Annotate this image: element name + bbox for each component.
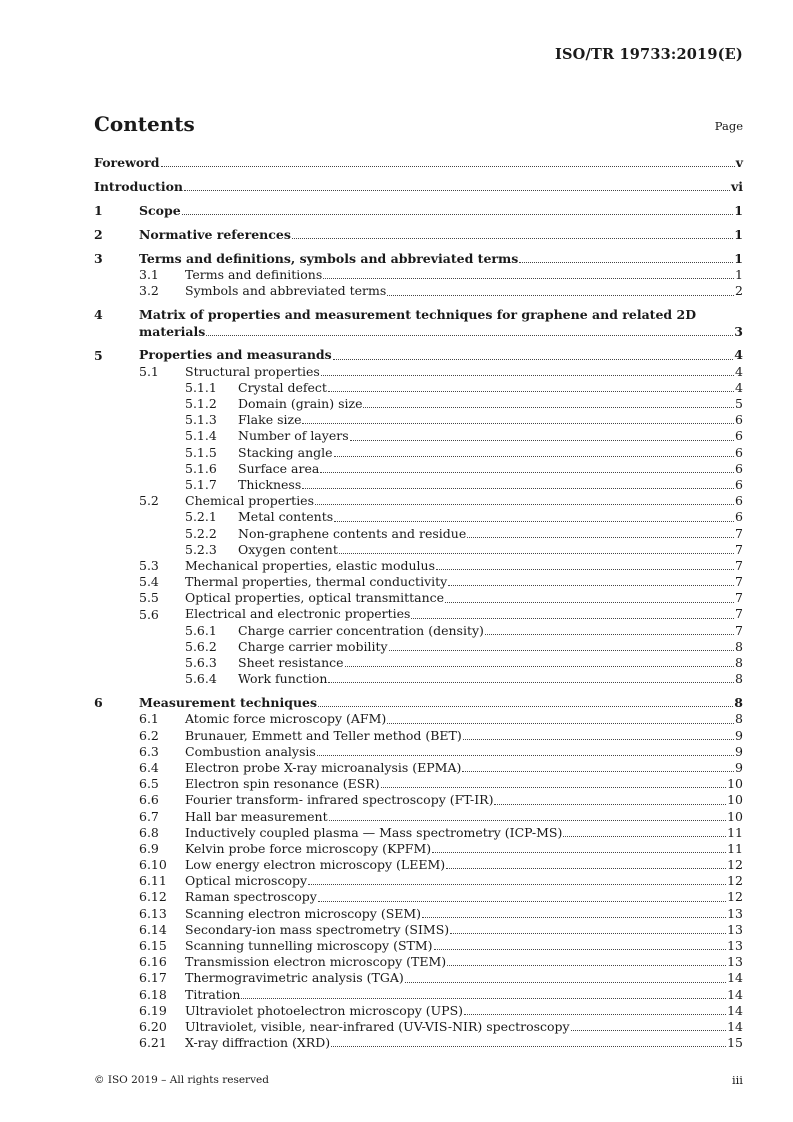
toc-entry-title: Thermogravimetric analysis (TGA) [185, 970, 404, 986]
dot-leader [315, 504, 734, 505]
toc-entry[interactable] [94, 493, 743, 509]
toc-entry-title: Electron probe X-ray microanalysis (EPMA) [185, 759, 462, 775]
toc-entry-page: 6 [735, 509, 743, 525]
toc-entry-number: 2 [94, 226, 103, 242]
toc-entry[interactable] [94, 1035, 743, 1051]
toc-entry-number: 5.1.7 [185, 477, 217, 492]
toc-entry-number: 5.1.5 [185, 444, 217, 460]
dot-leader [329, 820, 727, 821]
dot-leader [328, 682, 734, 683]
toc-entry-page: 14 [727, 986, 743, 1002]
toc-entry-number: 5.6.1 [185, 622, 217, 638]
contents-heading: Contents [94, 112, 195, 136]
dot-leader [318, 706, 733, 707]
dot-leader [323, 278, 734, 279]
dot-leader [563, 836, 726, 837]
toc-entry[interactable] [94, 509, 743, 525]
toc-entry-page: 4 [735, 363, 743, 379]
dot-leader [462, 771, 734, 772]
toc-entry-page: 6 [735, 412, 743, 428]
toc-entry-title: Raman spectroscopy [185, 889, 317, 905]
toc-entry-title: Hall bar measurement [185, 808, 328, 824]
toc-entry-page: 6 [735, 444, 743, 460]
toc-entry-title: Secondary-ion mass spectrometry (SIMS) [185, 921, 450, 937]
toc-entry-number: 4 [94, 307, 103, 323]
toc-entry-page: 6 [735, 476, 743, 492]
toc-entry[interactable] [94, 267, 743, 283]
dot-leader [387, 723, 734, 724]
dot-leader [434, 949, 727, 950]
toc-entry-page: 14 [727, 1018, 743, 1034]
toc-entry-number: 5.1.2 [185, 396, 217, 412]
toc-entry[interactable] [94, 639, 743, 655]
dot-leader [182, 214, 734, 215]
toc-entry-title: Electron spin resonance (ESR) [185, 776, 380, 792]
toc-entry[interactable] [94, 396, 743, 412]
toc-entry[interactable] [94, 574, 743, 590]
toc-entry[interactable] [94, 922, 743, 938]
toc-entry-title: Thermal properties, thermal conductivity [185, 574, 448, 590]
toc-entry-page: v [735, 154, 743, 170]
toc-entry[interactable] [94, 776, 743, 792]
toc-entry-title: Combustion analysis [185, 743, 316, 759]
dot-leader [321, 375, 734, 376]
toc-entry-page: 3 [734, 323, 743, 339]
toc-entry-title: Atomic force microscopy (AFM) [185, 711, 387, 727]
footer-copyright: © ISO 2019 – All rights reserved [94, 1074, 269, 1086]
toc-entry-title: Symbols and abbreviated terms [185, 283, 387, 299]
toc-entry-page: 14 [727, 1002, 743, 1018]
toc-entry-number: 5.1.6 [185, 460, 217, 476]
dot-leader [387, 295, 734, 296]
toc-entry[interactable] [94, 179, 743, 195]
footer-page-number: iii [731, 1073, 743, 1087]
toc-entry-page: 8 [735, 638, 743, 654]
toc-entry[interactable] [94, 203, 743, 219]
toc-entry[interactable] [94, 380, 743, 396]
toc-entry-title: Optical properties, optical transmittance [185, 590, 445, 606]
toc-entry[interactable] [94, 283, 743, 299]
dot-leader [467, 537, 734, 538]
toc-entry-title: Mechanical properties, elastic modulus [185, 557, 435, 573]
toc-entry-title: Thickness [238, 476, 302, 492]
toc-entry-number: 5.2.1 [185, 509, 217, 525]
toc-entry-number: 6.11 [139, 873, 167, 889]
toc-entry[interactable] [94, 792, 743, 808]
toc-entry[interactable] [94, 526, 743, 542]
dot-leader [445, 602, 734, 603]
dot-leader [448, 585, 734, 586]
toc-entry[interactable] [94, 1019, 743, 1035]
toc-entry[interactable] [94, 590, 743, 606]
toc-entry-title: Kelvin probe force microscopy (KPFM) [185, 840, 432, 856]
toc-entry[interactable] [94, 954, 743, 970]
table-of-contents [94, 155, 743, 1051]
dot-leader [436, 569, 734, 570]
dot-leader [333, 359, 734, 360]
toc-entry-title: Foreword [94, 154, 160, 170]
toc-entry[interactable] [94, 348, 743, 364]
toc-entry-page: 10 [727, 808, 743, 824]
toc-entry[interactable] [94, 445, 743, 461]
dot-leader [302, 423, 734, 424]
toc-entry-page: 7 [735, 525, 743, 541]
toc-entry[interactable] [94, 364, 743, 380]
toc-entry-number: 6.2 [139, 727, 159, 743]
toc-entry-number: 6.12 [139, 889, 167, 905]
toc-entry-number: 6.1 [139, 711, 159, 727]
toc-entry-title: Terms and definitions [185, 267, 323, 283]
toc-entry[interactable] [94, 412, 743, 428]
toc-entry-number: 5.6 [139, 606, 159, 622]
toc-entry[interactable] [94, 744, 743, 760]
toc-entry-number: 6.16 [139, 954, 167, 970]
toc-entry-page: 8 [735, 671, 743, 687]
toc-entry-page: 13 [727, 954, 743, 970]
toc-entry-number: 6.13 [139, 905, 167, 921]
toc-entry[interactable] [94, 857, 743, 873]
toc-entry-page: 7 [735, 541, 743, 557]
toc-entry[interactable] [94, 728, 743, 744]
dot-leader [331, 1046, 726, 1047]
dot-leader [571, 1030, 726, 1031]
toc-entry-number: 6.14 [139, 921, 167, 937]
toc-entry-page: 1 [734, 226, 743, 242]
toc-entry-page: 6 [735, 493, 743, 509]
toc-entry-page: 7 [735, 574, 743, 590]
toc-entry-title: Domain (grain) size [238, 396, 363, 412]
dot-leader [241, 998, 726, 999]
dot-leader [318, 901, 726, 902]
dot-leader [450, 933, 726, 934]
toc-entry[interactable] [94, 155, 743, 171]
toc-entry-page: 10 [727, 792, 743, 808]
dot-leader [411, 618, 734, 619]
toc-entry-title: Charge carrier mobility [238, 638, 388, 654]
toc-entry-number: 6.6 [139, 792, 159, 808]
toc-entry-title: Oxygen content [238, 541, 338, 557]
toc-entry-title: X-ray diffraction (XRD) [185, 1035, 331, 1051]
toc-entry-page: 9 [735, 743, 743, 759]
toc-entry-title: Metal contents [238, 509, 334, 525]
dot-leader [308, 884, 726, 885]
toc-entry[interactable] [94, 809, 743, 825]
toc-entry-page: 9 [735, 759, 743, 775]
toc-entry-number: 6.9 [139, 840, 159, 856]
dot-leader [184, 190, 730, 191]
toc-entry-title: Chemical properties [185, 493, 314, 509]
dot-leader [339, 553, 734, 554]
toc-entry-number: 3 [94, 250, 103, 266]
dot-leader [381, 787, 726, 788]
dot-leader [464, 1014, 726, 1015]
dot-leader [206, 335, 733, 336]
dot-leader [519, 262, 733, 263]
toc-entry-title: Normative references [139, 226, 291, 242]
toc-entry-page: 7 [735, 557, 743, 573]
toc-entry[interactable] [94, 655, 743, 671]
toc-entry-page: 4 [734, 347, 743, 363]
toc-entry[interactable] [94, 671, 743, 687]
toc-entry-title: Fourier transform- infrared spectroscopy (FT-IR) [185, 792, 494, 808]
dot-leader [334, 521, 734, 522]
toc-entry-page: 7 [735, 622, 743, 638]
toc-entry-page: 14 [727, 970, 743, 986]
toc-entry[interactable] [94, 970, 743, 986]
toc-entry-title: Number of layers [238, 428, 349, 444]
toc-entry-number: 6.5 [139, 776, 159, 792]
toc-entry-title: Electrical and electronic properties [185, 606, 411, 622]
toc-entry-title: Stacking angle [238, 444, 333, 460]
toc-entry-page: 6 [735, 428, 743, 444]
dot-leader [350, 440, 734, 441]
toc-entry[interactable] [94, 542, 743, 558]
toc-entry-title: Titration [185, 986, 241, 1002]
toc-entry-number: 6.8 [139, 824, 159, 840]
toc-entry[interactable] [94, 987, 743, 1003]
toc-entry-title: Measurement techniques [139, 695, 318, 711]
toc-entry-title: Flake size [238, 412, 302, 428]
toc-entry-number: 6.15 [139, 938, 167, 954]
toc-entry-page: 1 [735, 267, 743, 283]
toc-entry-title: Surface area [238, 460, 320, 476]
toc-entry-number: 6 [94, 695, 103, 711]
toc-entry-number: 6.4 [139, 759, 159, 775]
toc-entry-page: 12 [727, 857, 743, 873]
toc-entry-title: Scanning tunnelling microscopy (STM) [185, 938, 433, 954]
toc-entry-number: 5 [94, 347, 103, 363]
dot-leader [363, 407, 734, 408]
toc-entry-title-continued: materials [139, 323, 206, 339]
dot-leader [161, 166, 735, 167]
toc-entry-number: 5.5 [139, 590, 159, 606]
toc-entry[interactable] [94, 227, 743, 243]
dot-leader [345, 666, 735, 667]
toc-entry-title: Charge carrier concentration (density) [238, 622, 484, 638]
dot-leader [328, 391, 734, 392]
dot-leader [485, 634, 734, 635]
toc-entry-title: Crystal defect [238, 379, 327, 395]
toc-entry-number: 5.2.2 [185, 525, 217, 541]
toc-entry-number: 5.1 [139, 363, 159, 379]
toc-entry[interactable] [94, 428, 743, 444]
toc-entry-page: 6 [735, 460, 743, 476]
toc-entry[interactable] [94, 558, 743, 574]
toc-entry-number: 5.6.4 [185, 671, 217, 687]
toc-entry[interactable] [94, 477, 743, 493]
toc-entry-page: 15 [727, 1035, 743, 1051]
toc-entry-title: Ultraviolet photoelectron microscopy (UPS) [185, 1002, 464, 1018]
toc-entry-title: Ultraviolet, visible, near-infrared (UV-VIS-NIR) spectroscopy [185, 1018, 570, 1034]
toc-entry-number: 6.10 [139, 857, 167, 873]
toc-entry[interactable] [94, 251, 743, 267]
toc-entry-title: Properties and measurands [139, 347, 332, 363]
toc-entry-title: Introduction [94, 178, 184, 194]
toc-entry[interactable] [94, 938, 743, 954]
toc-entry[interactable] [94, 1003, 743, 1019]
toc-entry-page: vi [730, 178, 743, 194]
toc-entry[interactable] [94, 825, 743, 841]
toc-entry-title: Brunauer, Emmett and Teller method (BET) [185, 727, 462, 743]
toc-entry-page: 7 [735, 606, 743, 622]
toc-entry[interactable] [94, 607, 743, 623]
toc-entry-title: Scanning electron microscopy (SEM) [185, 905, 422, 921]
toc-entry[interactable] [94, 623, 743, 639]
toc-entry-page: 12 [727, 889, 743, 905]
toc-entry-number: 6.7 [139, 808, 159, 824]
dot-leader [292, 238, 733, 239]
dot-leader [494, 804, 726, 805]
dot-leader [405, 982, 726, 983]
toc-entry-number: 6.21 [139, 1035, 167, 1051]
toc-entry-page: 12 [727, 873, 743, 889]
toc-entry-title: Structural properties [185, 363, 320, 379]
toc-entry[interactable] [94, 307, 743, 339]
toc-entry-page: 13 [727, 921, 743, 937]
toc-entry-title: Sheet resistance [238, 655, 344, 671]
page-column-label: Page [714, 119, 743, 133]
toc-entry-title: Inductively coupled plasma — Mass spectrometry (ICP-MS) [185, 824, 563, 840]
toc-entry-page: 2 [735, 283, 743, 299]
dot-leader [422, 917, 726, 918]
toc-entry-number: 5.1.1 [185, 379, 217, 395]
dot-leader [334, 456, 735, 457]
toc-entry-page: 5 [735, 396, 743, 412]
toc-entry-number: 6.18 [139, 986, 167, 1002]
toc-entry-number: 3.2 [139, 283, 159, 299]
toc-entry-title: Non-graphene contents and residue [238, 525, 467, 541]
toc-entry-title: Transmission electron microscopy (TEM) [185, 954, 447, 970]
toc-entry-number: 6.19 [139, 1002, 167, 1018]
toc-entry-page: 1 [734, 202, 743, 218]
toc-entry[interactable] [94, 695, 743, 711]
toc-entry-page: 10 [727, 776, 743, 792]
dot-leader [447, 965, 726, 966]
toc-entry-page: 11 [727, 840, 743, 856]
toc-entry[interactable] [94, 760, 743, 776]
toc-entry-page: 7 [735, 590, 743, 606]
toc-entry-page: 8 [735, 711, 743, 727]
toc-entry-page: 9 [735, 727, 743, 743]
toc-entry[interactable] [94, 906, 743, 922]
dot-leader [446, 868, 726, 869]
dot-leader [432, 852, 726, 853]
toc-entry-title: Optical microscopy [185, 873, 308, 889]
toc-entry-number: 3.1 [139, 267, 159, 283]
toc-entry-title: Matrix of properties and measurement techniques for graphene and related 2D [139, 307, 697, 323]
toc-entry[interactable] [94, 873, 743, 889]
toc-entry-number: 5.6.2 [185, 638, 217, 654]
dot-leader [389, 650, 734, 651]
toc-entry-number: 5.1.4 [185, 428, 217, 444]
toc-entry-number: 5.4 [139, 574, 159, 590]
toc-entry-page: 13 [727, 938, 743, 954]
dot-leader [302, 488, 734, 489]
toc-entry-page: 8 [734, 695, 743, 711]
toc-entry-number: 5.2.3 [185, 541, 217, 557]
toc-entry[interactable] [94, 711, 743, 727]
toc-entry[interactable] [94, 841, 743, 857]
dot-leader [463, 739, 734, 740]
toc-entry-page: 11 [727, 824, 743, 840]
toc-entry[interactable] [94, 889, 743, 905]
dot-leader [320, 472, 734, 473]
toc-entry-page: 13 [727, 905, 743, 921]
toc-entry-page: 8 [735, 655, 743, 671]
toc-entry-number: 5.2 [139, 493, 159, 509]
toc-entry-title: Terms and definitions, symbols and abbreviated terms [139, 250, 519, 266]
toc-entry-title: Work function [238, 671, 328, 687]
toc-entry[interactable] [94, 461, 743, 477]
toc-entry-number: 5.1.3 [185, 412, 217, 428]
dot-leader [317, 755, 734, 756]
toc-entry-page: 1 [734, 250, 743, 266]
toc-entry-number: 6.20 [139, 1018, 167, 1034]
toc-entry-page: 4 [735, 379, 743, 395]
toc-entry-title: Low energy electron microscopy (LEEM) [185, 857, 446, 873]
toc-entry-number: 5.6.3 [185, 655, 217, 671]
toc-entry-number: 1 [94, 202, 103, 218]
toc-entry-title: Scope [139, 202, 181, 218]
document-id: ISO/TR 19733:2019(E) [555, 46, 743, 63]
toc-entry-number: 6.3 [139, 743, 159, 759]
toc-entry-number: 6.17 [139, 970, 167, 986]
toc-entry-number: 5.3 [139, 557, 159, 573]
